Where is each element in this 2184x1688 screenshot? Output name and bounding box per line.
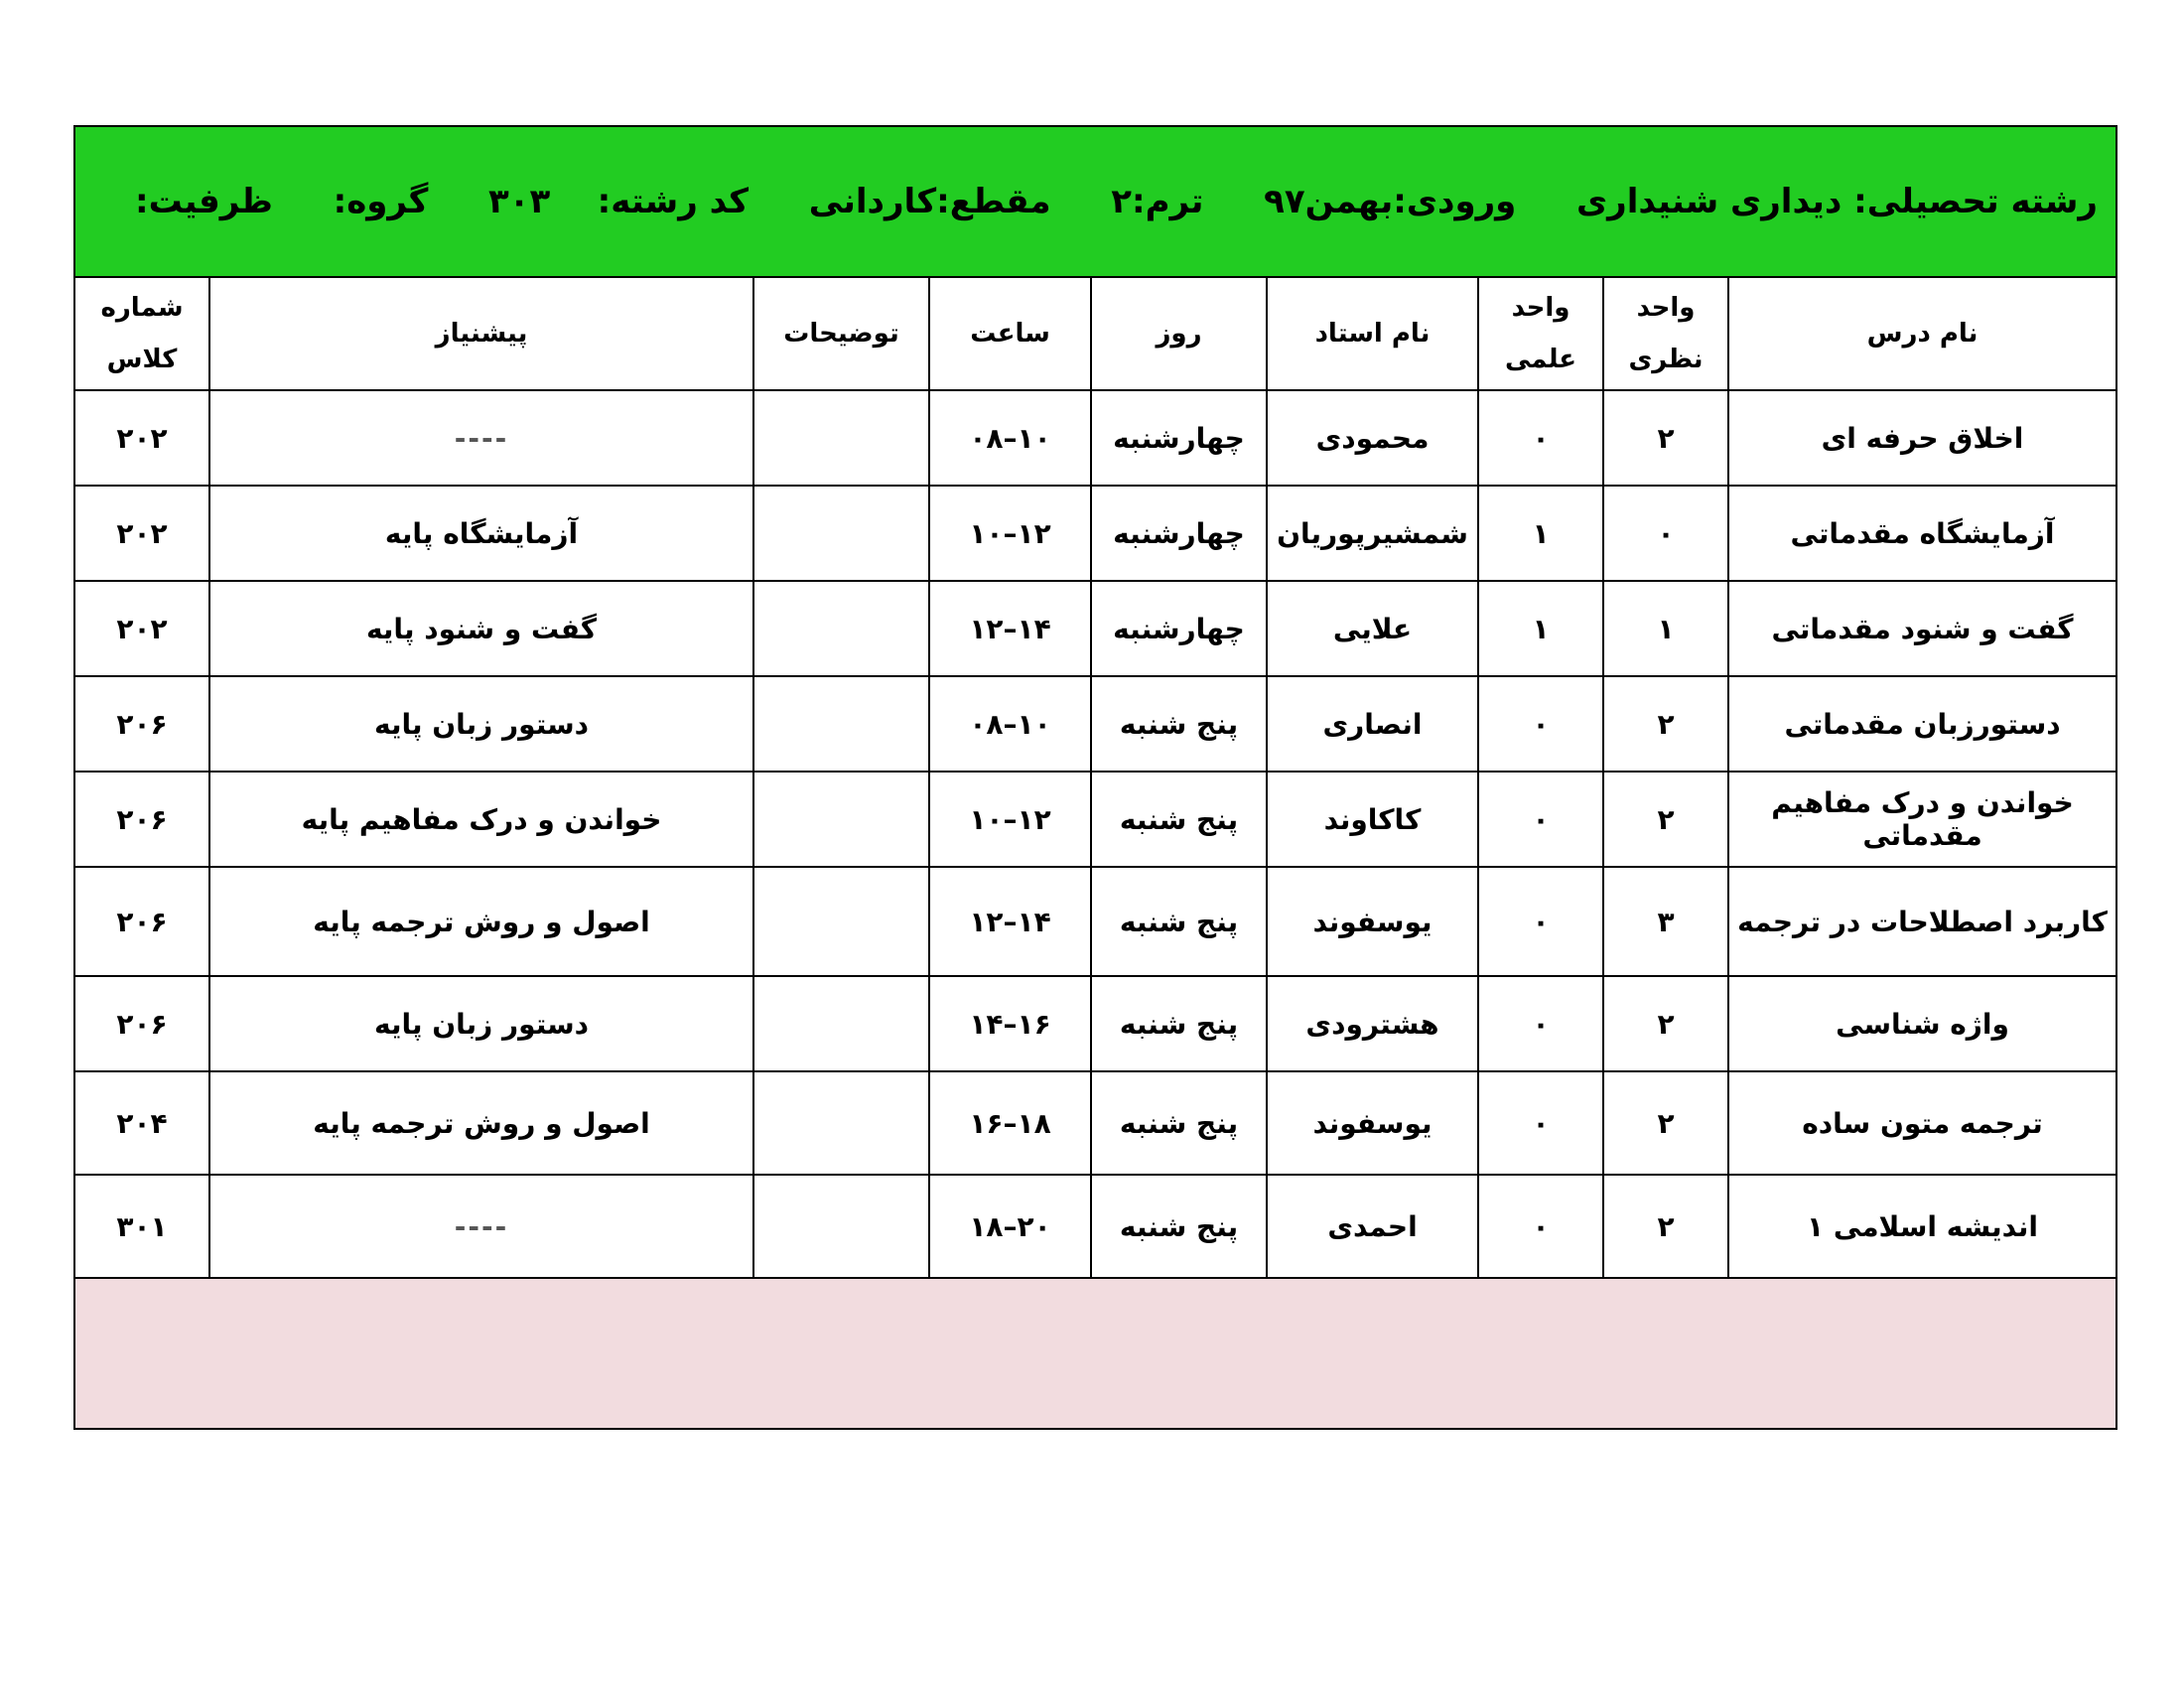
notes: [753, 772, 929, 867]
class-number: ۲۰۲: [74, 390, 209, 486]
time: ۱۸–۱۶: [929, 1071, 1091, 1175]
table-row: [74, 676, 2116, 772]
prerequisite: اصول و روش ترجمه پایه: [209, 867, 753, 976]
instructor: یوسفوند: [1267, 1071, 1478, 1175]
notes: [753, 676, 929, 772]
theory-units: ۲: [1603, 676, 1728, 772]
major-code-label: کد رشته:: [597, 182, 750, 221]
day: پنج شنبه: [1091, 1175, 1267, 1278]
theory-units: ۲: [1603, 772, 1728, 867]
prerequisite: ----: [209, 390, 753, 486]
notes: [753, 1071, 929, 1175]
theory-units: ۲: [1603, 1175, 1728, 1278]
class-number: ۲۰۶: [74, 976, 209, 1071]
theory-units: ۲: [1603, 1071, 1728, 1175]
time: ۱۰–۰۸: [929, 390, 1091, 486]
class-number: ۲۰۲: [74, 486, 209, 581]
practical-units: ۰: [1478, 676, 1603, 772]
instructor: احمدی: [1267, 1175, 1478, 1278]
prerequisite: دستور زبان پایه: [209, 976, 753, 1071]
practical-units: ۰: [1478, 390, 1603, 486]
instructor: شمشیرپوریان: [1267, 486, 1478, 581]
day: پنج شنبه: [1091, 976, 1267, 1071]
day: پنج شنبه: [1091, 867, 1267, 976]
theory-units: ۳: [1603, 867, 1728, 976]
program-header-band: [74, 126, 2116, 277]
course-name: اندیشه اسلامی ۱: [1728, 1175, 2116, 1278]
practical-units: ۰: [1478, 1071, 1603, 1175]
theory-units: ۲: [1603, 976, 1728, 1071]
col-practical-units: واحد علمی: [1478, 277, 1603, 390]
day: چهارشنبه: [1091, 581, 1267, 676]
day: چهارشنبه: [1091, 486, 1267, 581]
table-row: [74, 486, 2116, 581]
course-name: اخلاق حرفه ای: [1728, 390, 2116, 486]
prerequisite: دستور زبان پایه: [209, 676, 753, 772]
practical-units: ۰: [1478, 976, 1603, 1071]
time: ۱۲–۱۰: [929, 772, 1091, 867]
prerequisite: آزمایشگاه پایه: [209, 486, 753, 581]
course-name: دستورزبان مقدماتی: [1728, 676, 2116, 772]
notes: [753, 390, 929, 486]
course-name: خواندن و درک مفاهیم مقدماتی: [1728, 772, 2116, 867]
col-day: روز: [1091, 277, 1267, 390]
practical-units: ۰: [1478, 772, 1603, 867]
table-row: [74, 976, 2116, 1071]
major-title: رشته تحصیلی: دیداری شنیداری: [1576, 182, 2099, 221]
course-schedule-table: [73, 125, 2117, 1430]
day: پنج شنبه: [1091, 772, 1267, 867]
col-instructor: نام استاد: [1267, 277, 1478, 390]
instructor: هشترودی: [1267, 976, 1478, 1071]
course-name: واژه شناسی: [1728, 976, 2116, 1071]
course-name: گفت و شنود مقدماتی: [1728, 581, 2116, 676]
instructor: محمودی: [1267, 390, 1478, 486]
class-number: ۳۰۱: [74, 1175, 209, 1278]
instructor: کاکاوند: [1267, 772, 1478, 867]
col-class-number: شماره کلاس: [74, 277, 209, 390]
practical-units: ۱: [1478, 486, 1603, 581]
notes: [753, 976, 929, 1071]
notes: [753, 867, 929, 976]
level-label: مقطع:کاردانی: [808, 182, 1051, 221]
practical-units: ۰: [1478, 867, 1603, 976]
course-name: آزمایشگاه مقدماتی: [1728, 486, 2116, 581]
col-time: ساعت: [929, 277, 1091, 390]
class-number: ۲۰۴: [74, 1071, 209, 1175]
day: چهارشنبه: [1091, 390, 1267, 486]
table-row: [74, 1175, 2116, 1278]
entry-label: ورودی:بهمن۹۷: [1264, 182, 1517, 221]
major-code-value: ۳۰۳: [488, 182, 551, 221]
table-row: [74, 867, 2116, 976]
class-number: ۲۰۲: [74, 581, 209, 676]
group-label: گروه:: [333, 182, 429, 221]
course-name: ترجمه متون ساده: [1728, 1071, 2116, 1175]
instructor: یوسفوند: [1267, 867, 1478, 976]
practical-units: ۰: [1478, 1175, 1603, 1278]
notes: [753, 581, 929, 676]
notes: [753, 486, 929, 581]
class-number: ۲۰۶: [74, 867, 209, 976]
notes: [753, 1175, 929, 1278]
time: ۱۲–۱۰: [929, 486, 1091, 581]
instructor: علایی: [1267, 581, 1478, 676]
prerequisite: ----: [209, 1175, 753, 1278]
course-name: کاربرد اصطلاحات در ترجمه: [1728, 867, 2116, 976]
theory-units: ۰: [1603, 486, 1728, 581]
time: ۱۰–۰۸: [929, 676, 1091, 772]
time: ۱۴–۱۲: [929, 867, 1091, 976]
col-notes: توضیحات: [753, 277, 929, 390]
col-prerequisite: پیشنیاز: [209, 277, 753, 390]
time: ۱۶–۱۴: [929, 976, 1091, 1071]
table-row: [74, 581, 2116, 676]
instructor: انصاری: [1267, 676, 1478, 772]
table-row: [74, 390, 2116, 486]
day: پنج شنبه: [1091, 1071, 1267, 1175]
prerequisite: گفت و شنود پایه: [209, 581, 753, 676]
schedule-sheet: [73, 125, 2116, 1430]
term-label: ترم:۲: [1111, 182, 1204, 221]
table-row: [74, 772, 2116, 867]
col-theory-units: واحد نظری: [1603, 277, 1728, 390]
footer-band: [74, 1278, 2116, 1429]
column-header-row: [74, 277, 2116, 390]
major-code: [488, 182, 749, 221]
theory-units: ۱: [1603, 581, 1728, 676]
theory-units: ۲: [1603, 390, 1728, 486]
class-number: ۲۰۶: [74, 772, 209, 867]
practical-units: ۱: [1478, 581, 1603, 676]
capacity-label: ظرفیت:: [135, 182, 273, 221]
col-course-name: نام درس: [1728, 277, 2116, 390]
class-number: ۲۰۶: [74, 676, 209, 772]
time: ۱۴–۱۲: [929, 581, 1091, 676]
day: پنج شنبه: [1091, 676, 1267, 772]
prerequisite: خواندن و درک مفاهیم پایه: [209, 772, 753, 867]
prerequisite: اصول و روش ترجمه پایه: [209, 1071, 753, 1175]
table-row: [74, 1071, 2116, 1175]
time: ۲۰–۱۸: [929, 1175, 1091, 1278]
